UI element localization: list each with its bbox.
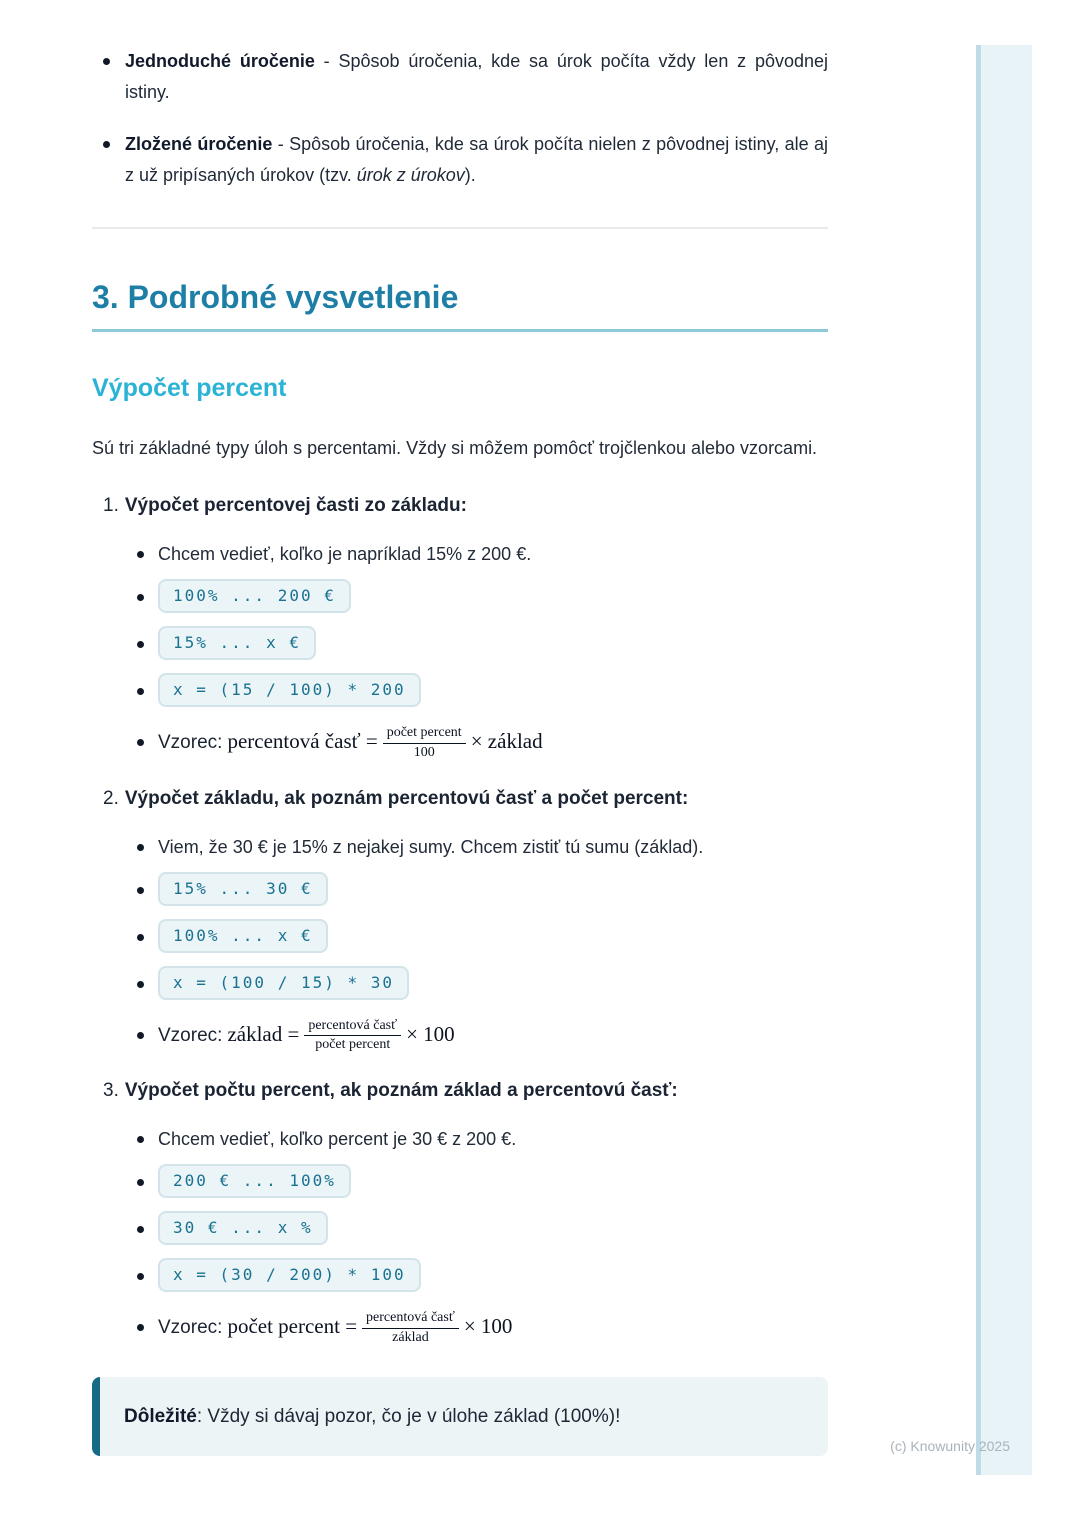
code-chip: 100% ... x € [158,919,328,953]
task-description: Viem, že 30 € je 15% z nejakej sumy. Chcem zistiť tú sumu (základ). [103,835,828,859]
task-list [92,493,828,1347]
task-number: 2. [103,787,119,809]
formula-label: Vzorec: [158,732,223,754]
term-definition: - Spôsob úročenia, kde sa úrok počíta vždy len z pôvodnej istiny. [125,51,829,102]
fraction [383,725,466,762]
formula-suffix: × 100 [406,1021,455,1046]
subsection-heading: Výpočet percent [92,374,287,402]
task-number: 1. [103,495,119,516]
task-number: 3. [103,1080,119,1102]
task-title: Výpočet percentovej časti zo základu: [124,495,467,516]
list-item [103,673,828,707]
formula-row [103,1018,828,1055]
formula-suffix: × 100 [463,1314,513,1339]
list-item [103,919,828,953]
code-chip: 15% ... 30 € [158,872,328,906]
task-description: Chcem vedieť, koľko je napríklad 15% z 200 €. [103,542,828,566]
fraction-denominator: 100 [413,744,435,760]
important-callout [92,1377,828,1456]
formula-lhs: základ = [227,1021,300,1046]
formula-row [103,1310,828,1347]
callout-bold-label: Dôležité [124,1405,197,1427]
fraction-numerator: percentová časť [304,1018,401,1037]
section-divider [92,227,828,229]
list-item [103,1211,828,1245]
code-chip: 100% ... 200 € [158,579,351,613]
task-title: Výpočet základu, ak poznám percentovú časť a počet percent: [124,787,689,809]
code-chip: x = (100 / 15) * 30 [158,966,409,1000]
code-chip: 30 € ... x % [158,1211,328,1245]
task-sub-list [103,542,828,762]
fraction-numerator: počet percent [383,725,466,744]
term-definition-end: ). [464,165,476,185]
task-sub-list [103,835,828,1055]
task-heading [103,493,828,518]
formula-math [227,1017,455,1053]
term-compound-interest: Zložené úročenie [125,134,273,154]
list-item [103,626,828,660]
formula-lhs: percentová časť = [227,729,378,754]
task-heading [103,1078,828,1103]
fraction-denominator: základ [392,1329,429,1345]
formula-lhs: počet percent = [227,1314,358,1339]
list-item [103,872,828,906]
intro-bullet-list [92,46,828,191]
formula-row [103,725,828,762]
task-sub-list [103,1127,828,1347]
term-simple-interest: Jednoduché úročenie [125,51,315,71]
formula-label: Vzorec: [158,1317,223,1339]
task-heading [103,786,828,811]
list-item [103,966,828,1000]
list-item [92,46,828,108]
task-title: Výpočet počtu percent, ak poznám základ a percentovú časť: [124,1080,678,1102]
callout-text: : Vždy si dávaj pozor, čo je v úlohe základ (100%)! [196,1405,621,1427]
formula-math [227,1310,513,1345]
copyright-watermark: (c) Knowunity 2025 [890,1438,1010,1454]
scrollbar-track[interactable] [976,45,1032,1475]
fraction-denominator: počet percent [315,1037,391,1053]
code-chip: 200 € ... 100% [158,1164,351,1198]
code-chip: x = (30 / 200) * 100 [158,1258,421,1292]
list-item [103,1164,828,1198]
fraction [362,1310,459,1347]
formula-label: Vzorec: [158,1024,223,1046]
task-item-2 [103,786,828,1055]
term-definition: - Spôsob úročenia, kde sa úrok počíta nielen z pôvodnej istiny, ale aj z už pripísaných úrokov (tzv. [125,134,828,185]
section-heading: 3. Podrobné vysvetlenie [92,279,828,332]
fraction [304,1018,401,1055]
list-item [92,129,828,191]
code-chip: x = (15 / 100) * 200 [158,673,421,707]
formula-math [227,725,543,760]
document-page [92,0,828,1456]
list-item [103,579,828,613]
task-description: Chcem vedieť, koľko percent je 30 € z 200 €. [103,1127,828,1151]
fraction-numerator: percentová časť [362,1310,459,1329]
italic-phrase: úrok z úrokov [356,165,465,185]
task-item-1 [103,493,828,762]
intro-paragraph: Sú tri základné typy úloh s percentami. Vždy si môžem pomôcť trojčlenkou alebo vzorcami. [92,438,818,458]
list-item [103,1258,828,1292]
task-item-3 [103,1078,828,1347]
code-chip: 15% ... x € [158,626,316,660]
formula-suffix: × základ [470,729,543,754]
